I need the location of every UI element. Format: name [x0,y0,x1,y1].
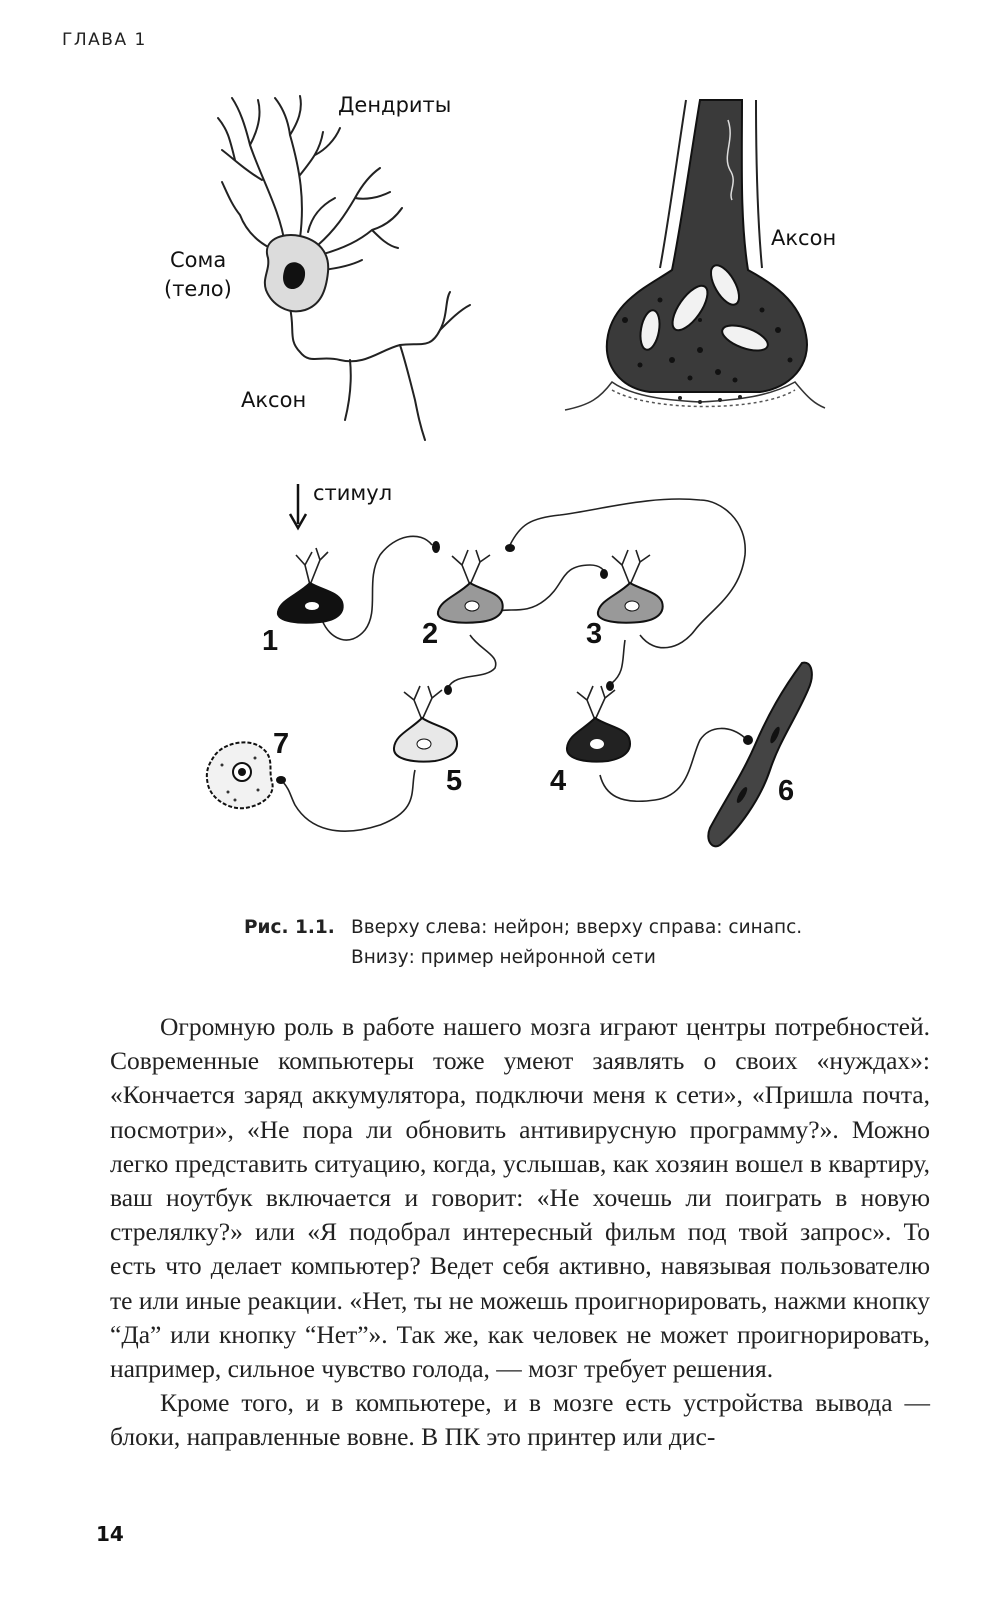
caption-label: Рис. 1.1. [244,917,335,938]
body-text [110,1010,930,1455]
network-number-5: 5 [446,765,463,797]
label-soma: Сома [170,248,227,272]
label-stimulus: стимул [313,481,393,505]
network-number-6: 6 [778,775,795,807]
paragraph: Кроме того, и в компьютере, и в мозге есть устройства вывода — блоки, направленные вовне. В ПК это принтер или дис- [110,1388,930,1452]
network-number-3: 3 [586,618,603,650]
network-number-4: 4 [550,765,567,797]
network-drawing [207,484,812,846]
paragraph: Огромную роль в работе нашего мозга играют центры потребностей. Современные компьютеры тоже умеют заявлять о своих «нуждах»: «Кончается заряд аккумулятора, подключи меня к сети», «Пришла почта, посмотри», «Не пора ли обновить антивирусную программу?». Можно легко представить ситуацию, когда, услышав, как хозяин вошел в квартиру, ваш ноутбук включается и говорит: «Не хочешь ли поиграть в новую стрелялку?» или «Я подобрал интересный фильм под твой запрос». То есть что делает компьютер? Ведет себя активно, навязывая пользователю те или иные реакции. «Нет, ты не можешь проигнорировать, нажми кнопку “Да” или кнопку “Нет”». Так же, как человек не может проигнорировать, например, сильное чувство голода, — мозг требует решения. [110,1012,930,1384]
network-cell-6 [708,663,811,847]
label-soma-body: (тело) [164,277,232,301]
network-number-7: 7 [273,728,290,760]
caption-text: Вверху слева: нейрон; вверху справа: синапс. Внизу: пример нейронной сети [351,917,803,968]
label-dendrites: Дендриты [338,93,452,117]
label-neuron-axon: Аксон [241,388,307,412]
page-number: 14 [96,1522,124,1546]
network-number-1: 1 [262,625,279,657]
network-number-2: 2 [422,618,439,650]
running-head: ГЛАВА 1 [62,30,147,50]
label-synapse-axon: Аксон [771,226,837,250]
synapse-drawing [565,100,825,410]
